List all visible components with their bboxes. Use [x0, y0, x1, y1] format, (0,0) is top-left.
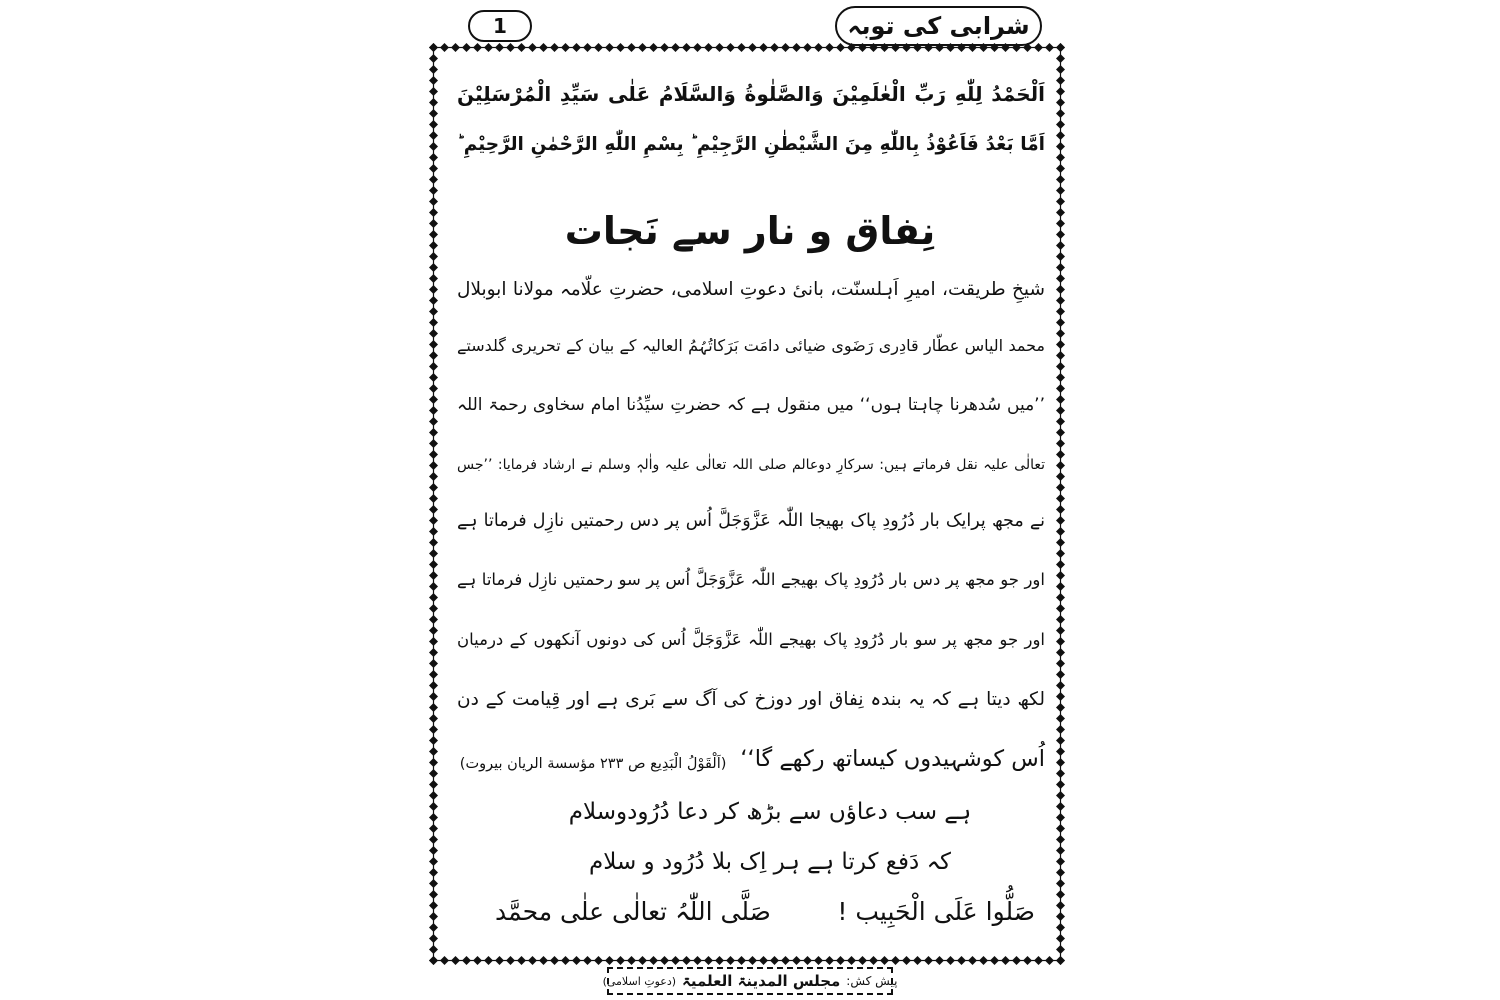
closing-salutation	[495, 888, 1035, 934]
body-line-1	[455, 268, 1045, 312]
body-line-5	[455, 499, 1045, 543]
body-line-text: تعالٰی علیہ نقل فرماتے ہیں: سرکارِ دوعالم صلی اللہ تعالٰی علیہ واٰلہٖ وسلم نے ارشاد فرمایا: ’’جس	[457, 457, 1045, 473]
book-title: شرابی کی توبہ	[847, 12, 1030, 40]
page-number: 1	[493, 14, 507, 38]
body-line-text: نے مجھ پرایک بار دُرُودِ پاک بھیجا اللّٰہ عَزَّوَجَلَّ اُس پر دس رحمتیں نازِل فرماتا ہے	[457, 511, 1045, 531]
body-line-2	[455, 324, 1045, 368]
footer-publisher: مجلس المدینۃ العلمیۃ	[682, 972, 841, 990]
body-line-text: ’’میں سُدھرنا چاہتا ہوں‘‘ میں منقول ہے کہ حضرتِ سیِّدُنا امام سخاوی رحمۃ اللہ	[457, 395, 1045, 415]
opening-line-1-text: اَلْحَمْدُ لِلّٰهِ رَبِّ الْعٰلَمِيْنَ وَالصَّلٰوةُ وَالسَّلَامُ عَلٰى سَيِّدِ الْمُرْسَلِيْنَ	[457, 82, 1045, 106]
publisher-footer	[602, 967, 898, 995]
border-left	[428, 42, 439, 966]
body-line-6	[455, 558, 1045, 602]
body-line-text: اور جو مجھ پر دس بار دُرُودِ پاک بھیجے اللّٰہ عَزَّوَجَلَّ اُس پر سو رحمتیں نازِل فرماتا ہے	[457, 570, 1045, 589]
body-line-7	[455, 618, 1045, 662]
couplet-line-1: ہے سب دعاؤں سے بڑھ کر دعا دُرُودوسلام	[568, 799, 972, 825]
border-right	[1055, 42, 1066, 966]
border-bottom	[428, 955, 1066, 966]
page-title: نِفاق و نار سے نَجات	[564, 209, 936, 253]
couplet-line-2: کہ دَفع کرتا ہے ہر اِک بلا دُرُود و سلام	[588, 849, 951, 875]
salutation-left: صَلَّی اللّٰہُ تعالٰی علٰی محمَّد	[495, 896, 771, 926]
border-top	[428, 42, 1066, 53]
body-line-text: لکھ دیتا ہے کہ یہ بندہ نِفاق اور دوزخ کی آگ سے بَری ہے اور قِیامت کے دن	[457, 689, 1045, 710]
page-number-badge	[468, 10, 532, 42]
citation: (اَلْقَوْلُ الْبَدِیع ص ۲۳۳ مؤسسة الريان بيروت)	[459, 756, 727, 772]
opening-line-2-text: اَمَّا بَعْدُ فَاَعُوْذُ بِاللّٰهِ مِنَ الشَّيْطٰنِ الرَّجِيْمِ ؕ بِسْمِ اللّٰهِ الرَّحْمٰنِ الرَّحِيْمِ ؕ	[457, 134, 1045, 155]
opening-line-2	[455, 123, 1045, 167]
last-line-text: اُس کوشہیدوں کیساتھ رکھے گا‘‘	[740, 746, 1045, 772]
salutation-right: صَلُّوا عَلَی الْحَبِیب !	[837, 896, 1035, 926]
body-line-text: اور جو مجھ پر سو بار دُرُودِ پاک بھیجے اللّٰہ عَزَّوَجَلَّ اُس کی دونوں آنکھوں کے درمیان	[457, 630, 1045, 649]
body-line-text: محمد الیاس عطّار قادِری رَضَوی ضیائی دامَت بَرَکاتُہُمُ العالیہ کے بیان کے تحریری گلدستے	[457, 336, 1045, 355]
body-line-text: شیخِ طریقت، امیرِ اَہلسنّت، بانیٔ دعوتِ اسلامی، حضرتِ علّامہ مولانا ابوبلال	[457, 279, 1045, 300]
footer-label: پیش کش:	[846, 974, 898, 988]
body-line-4	[455, 442, 1045, 486]
body-line-8	[455, 678, 1045, 722]
body-line-3	[455, 383, 1045, 427]
book-title-badge	[835, 6, 1042, 46]
opening-line-1	[455, 72, 1045, 116]
footer-org: (دعوتِ اسلامی)	[602, 974, 677, 988]
closing-hadith-line	[460, 736, 1045, 782]
